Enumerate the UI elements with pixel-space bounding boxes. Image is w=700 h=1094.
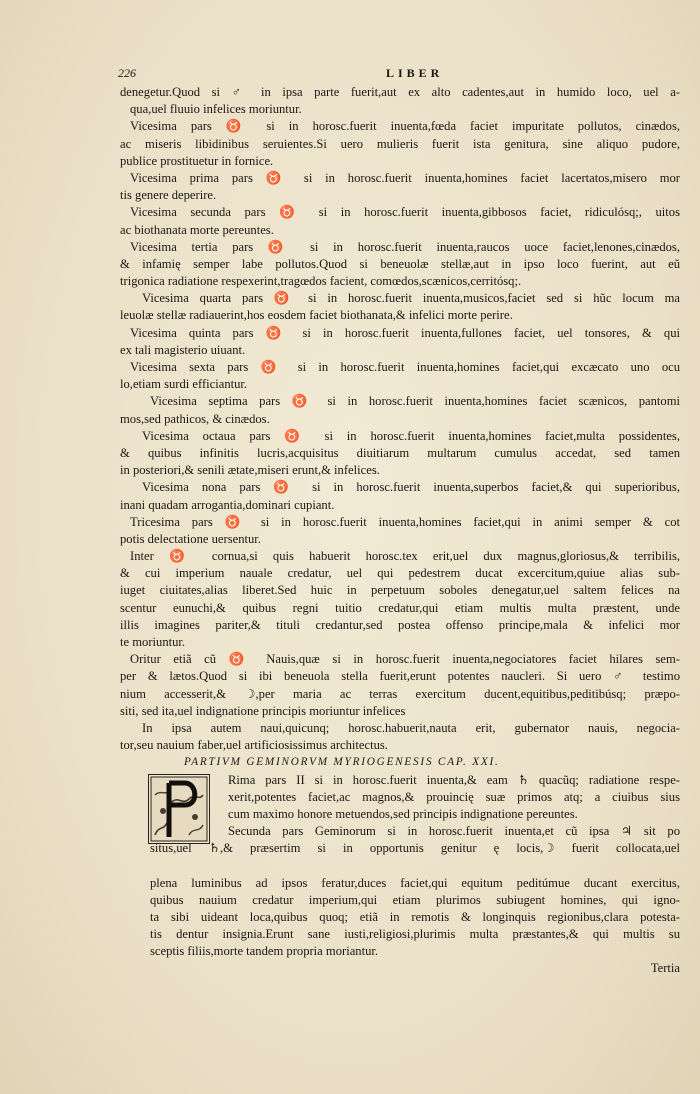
text-line: sceptis filiis,morte tandem propria moriantur. [150, 944, 379, 959]
chapter-heading: PARTIVM GEMINORVM MYRIOGENESIS CAP. XXI. [184, 756, 500, 769]
catchword: Tertia [650, 961, 680, 976]
text-line: publice prostituetur in fornice. [120, 153, 274, 168]
text-line: Vicesima septima pars ♉ si in horosc.fuerit inuenta,homines faciet scænicos, pantomi [150, 394, 680, 409]
text-line: qua,uel fluuio infelices moriuntur. [130, 102, 302, 117]
text-line: denegetur.Quod si ♂ in ipsa parte fuerit,aut ex alto cadentes,aut in humido loco, uel a- [120, 85, 680, 99]
text-line: Vicesima octaua pars ♉ si in horosc.fuerit inuenta,homines faciet,multa possidentes, [142, 428, 680, 443]
text-line: iuget ciuitates,alias liberet.Sed huic in perpetuum soboles denegatur,uel saltem felices na [120, 583, 680, 598]
text-line: cum maximo honore metuendos,sed principis indignatione pereuntes. [228, 806, 578, 821]
text-line: situs,uel ♄,& præsertim si in opportunis genitur ę locis,☽ fuerit collocata,uel [150, 841, 680, 856]
text-line: Vicesima prima pars ♉ si in horosc.fuerit inuenta,homines faciet lacertatos,misero mor [130, 170, 680, 185]
text-line: Vicesima pars ♉ si in horosc.fuerit inuenta,fœda faciet impuritate pollutos, cinædos, [130, 119, 680, 134]
text-line: Vicesima secunda pars ♉ si in horosc.fuerit inuenta,gibbosos faciet, ridiculósq;, uitos [130, 205, 680, 220]
text-line: & quibus infinitis lucris,acquisitus diuitiarum multarum cumulus accedat, sed tamen [120, 445, 680, 460]
text-line: inani quadam arrogantia,dominari cupiant. [120, 497, 335, 512]
text-line: ex tali magisterio uiuant. [120, 342, 246, 357]
text-line: scentur eunuchi,& quibus regni tuitio credatur,qui etiam multis multa præstent, unde [120, 600, 680, 615]
text-line: Vicesima quarta pars ♉ si in horosc.fuerit inuenta,musicos,faciet sed si hũc locum ma [142, 291, 680, 306]
text-line: ta sibi uideant loca,quibus quoq; etiã in remotis & longinquis regionibus,clara potesta- [150, 909, 680, 924]
text-line: Vicesima quinta pars ♉ si in horosc.fuerit inuenta,fullones faciet, uel tonsores, & qui [130, 325, 680, 340]
text-line: ac biothanata morte pereuntes. [120, 222, 274, 237]
text-line: xerit,potentes faciet,ac magnos,& prouincię suæ primos atq; a ciuibus sius [228, 789, 680, 804]
text-line: in posteriori,& senili ætate,miseri erunt,& infelices. [120, 463, 380, 478]
folio-number: 226 [118, 66, 136, 80]
text-line: Rima pars II si in horosc.fuerit inuenta,& eam ♄ quacũq; radiatione respe- [228, 772, 680, 787]
text-line: leuolæ stellæ radiauerint,hos eosdem faciet biothanata,& infelici morte perire. [120, 308, 513, 323]
text-line: siti, sed ita,uel indignatione principis moriuntur infelices [120, 703, 406, 718]
text-block [120, 84, 680, 980]
text-line: Tricesima pars ♉ si in horosc.fuerit inuenta,homines faciet,qui in animi semper & cot [130, 514, 680, 529]
text-line: Vicesima nona pars ♉ si in horosc.fuerit inuenta,superbos faciet,& qui superioribus, [142, 480, 680, 495]
text-line: Inter ♉ cornua,si quis habuerit horosc.tex erit,uel dux magnus,gloriosus,& terribilis, [130, 549, 680, 564]
text-line: Vicesima sexta pars ♉ si in horosc.fuerit inuenta,homines faciet,qui excæcato uno ocu [130, 360, 680, 374]
text-line: illis imagines pariter,& tituli credantur,sed postea offenso principe,mala & infelici mor [120, 617, 680, 632]
page-header [118, 66, 678, 82]
running-head: LIBER [386, 66, 444, 80]
text-line: nium accesserit,& ☽,per maria ac terras exercitum ducent,equitibus,peditibúsq; præpo- [120, 686, 680, 701]
text-line: per & lætos.Quod si ibi beneuola stella fuerit,erunt potentes naucleri. Si uero ♂ testimo [120, 669, 680, 684]
text-line: potis delectatione uersentur. [120, 531, 261, 546]
text-line: In ipsa autem naui,quicunq; horosc.habuerit,nauta erit, gubernator nauis, negocia- [142, 720, 680, 735]
text-line: & infamię semper labe pollutos.Quod si beneuolæ stellæ,aut in ipso loco fuerint, aut eũ [120, 256, 680, 271]
text-line: tis genere deperire. [120, 188, 217, 203]
chapter-opening [120, 772, 680, 875]
text-line: ac miseris libidinibus seruientes.Si uero mulieris fuerit ista genitura, sine aliquo pudore, [120, 136, 680, 151]
text-line: trigonica radiatione respexerint,tragœdos facient, comœdos,scænicos,cerritósq;. [120, 274, 522, 289]
text-line: Secunda pars Geminorum si in horosc.fuerit inuenta,et cũ ipsa ♃ sit po [228, 824, 680, 839]
text-line: tis dentur insignia.Erunt sane iusti,religiosi,plurimis multa præstantes,& qui multis su [150, 927, 680, 942]
text-line: lo,etiam surdi efficiantur. [120, 377, 248, 392]
catchword-line [120, 960, 680, 980]
text-line: Vicesima tertia pars ♉ si in horosc.fuerit inuenta,raucos uoce faciet,lenones,cinædos, [130, 239, 680, 254]
text-line: plena luminibus ad ipsos feratur,duces faciet,qui equitum peditúmue ducant exercitus, [150, 875, 680, 890]
text-line: mos,sed pathicos, & cinædos. [120, 411, 270, 426]
text-line: Oritur etiã cũ ♉ Nauis,quæ si in horosc.fuerit inuenta,negociatores faciet hilares sem- [130, 652, 680, 667]
text-line: te moriuntur. [120, 635, 186, 649]
text-line: quibus nauium credatur imperium,qui etiam plurimos subiugent homines, qui igno- [150, 892, 680, 907]
text-line: tor,seu nauium faber,uel artificiosissimus architectus. [120, 738, 388, 753]
text-line: & cui imperium nauale credatur, uel qui pedestrem ducat excercitum,quiue alias sub- [120, 566, 680, 581]
